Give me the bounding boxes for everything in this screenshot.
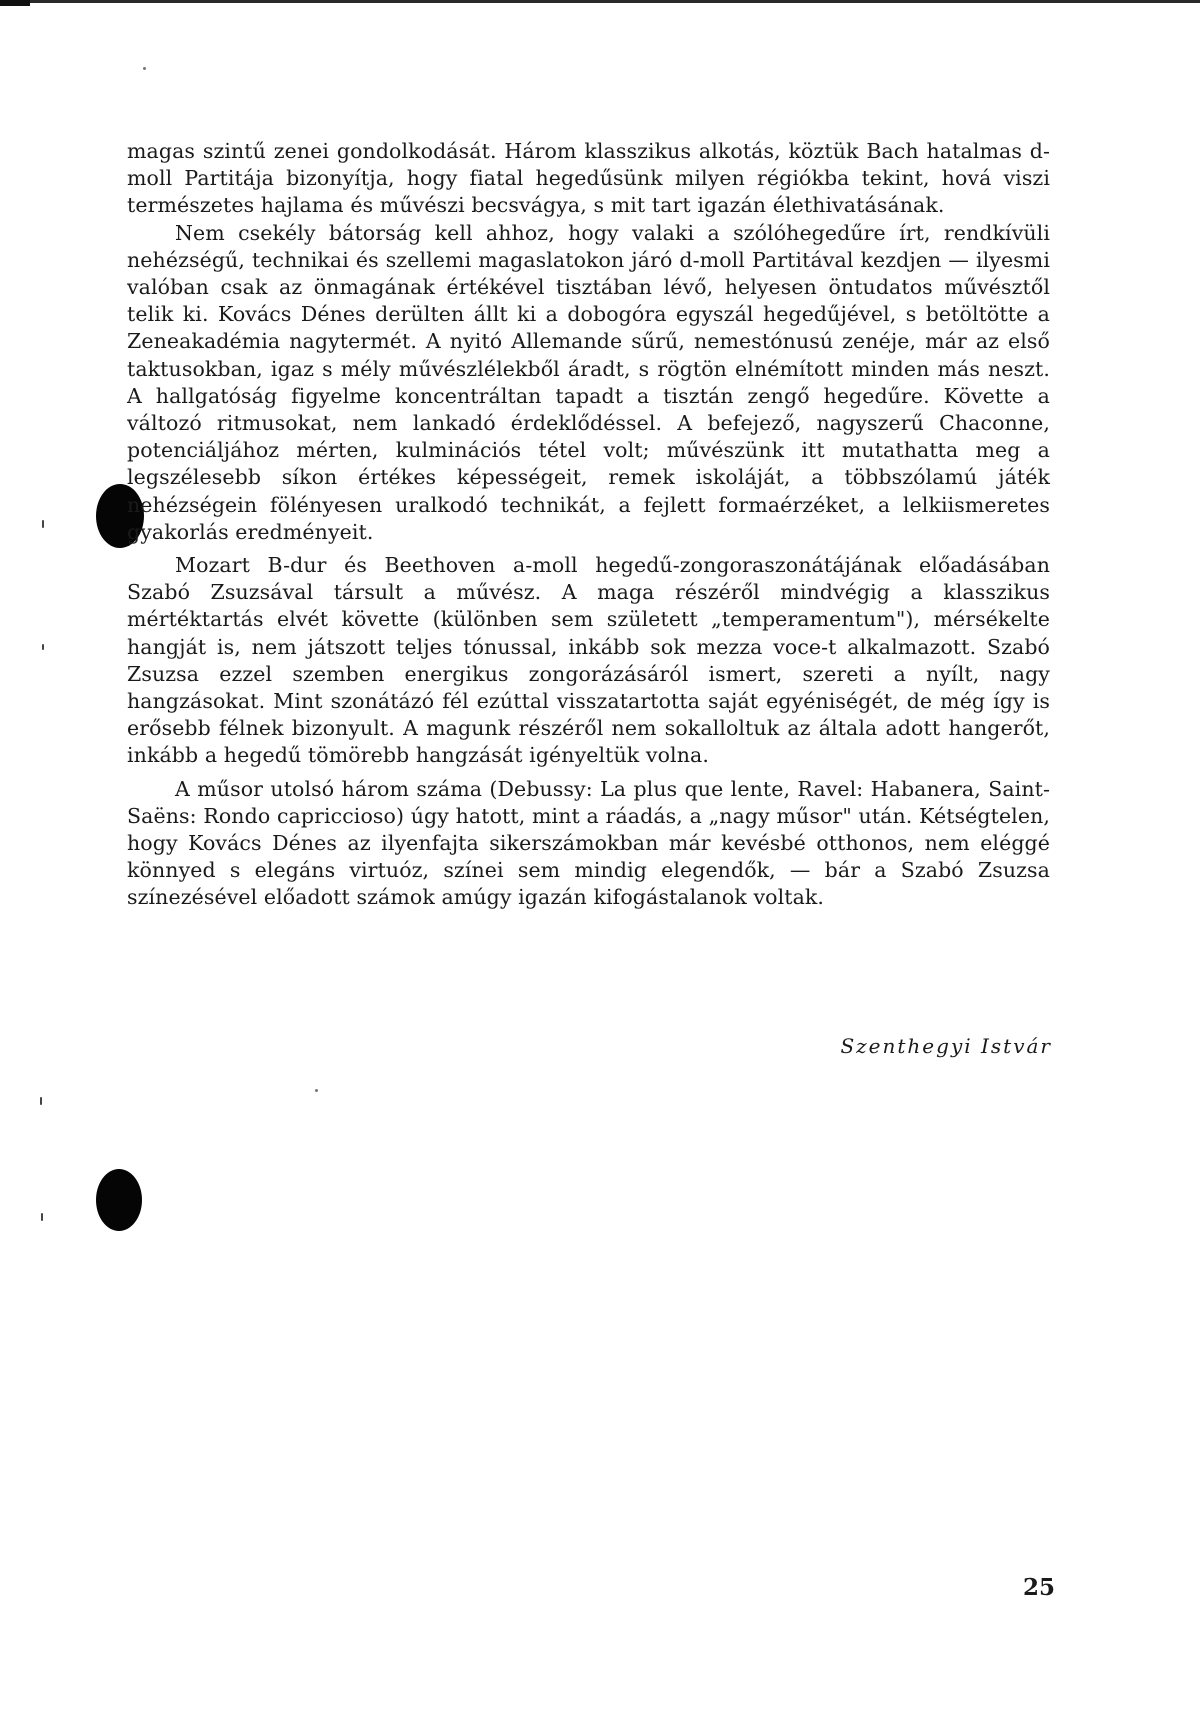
scan-speck: [143, 67, 146, 70]
top-corner-mark: [0, 0, 30, 6]
author-signature: Szenthegyi Istvár: [840, 1034, 1052, 1058]
scan-speck: [40, 1097, 42, 1105]
punch-hole: [96, 1169, 142, 1231]
scan-speck: [41, 1213, 43, 1221]
paragraph: Mozart B-dur és Beethoven a-moll hegedű-zongoraszonátájának előadásában Szabó Zsuzsával társult a művész. A maga részéről mindvégig a klasszikus mértéktartás elvét követte (különben sem született „temperamentum"), mérsékelte hangját is, nem játszott teljes tónussal, inkább sok mezza voce-t alkalmazott. Szabó Zsuzsa ezzel szemben energikus zongorázásáról ismert, szereti a nyílt, nagy hangzásokat. Mint szonátázó fél ezúttal visszatartotta saját egyéniségét, de még így is erősebb félnek bizonyult. A magunk részéről nem sokalloltuk az általa adott hangerőt, inkább a hegedű tömörebb hangzását igényeltük volna.: [127, 553, 1050, 768]
paragraph: A műsor utolsó három száma (Debussy: La plus que lente, Ravel: Habanera, Saint-Saëns: Rondo capriccioso) úgy hatott, mint a ráadás, a „nagy műsor" után. Kétségtelen, hogy Kovács Dénes az ilyenfajta sikerszámokban már kevésbé otthonos, nem eléggé könnyed s elegáns virtuóz, színei sem mindig elegendők, — bár a Szabó Zsuzsa színezésével előadott számok amúgy igazán kifogástalanok voltak.: [127, 776, 1050, 910]
scan-speck: [42, 520, 44, 528]
scan-speck: [315, 1089, 318, 1092]
paragraph: magas szintű zenei gondolkodását. Három klasszikus alkotás, köztük Bach hatalmas d-moll Partitája bizonyítja, hogy fiatal hegedűsünk milyen régiókba tekint, hová viszi természetes hajlama és művészi becsvágya, s mit tart igazán élethivatásának.: [127, 139, 1050, 218]
top-border-rule: [0, 0, 1200, 3]
scan-speck: [42, 644, 44, 650]
page-number: 25: [1022, 1574, 1055, 1601]
article-body: [127, 138, 1050, 912]
paragraph: Nem csekély bátorság kell ahhoz, hogy valaki a szólóhegedűre írt, rendkívüli nehézségű, technikai és szellemi magaslatokon járó d-moll Partitával kezdjen — ilyesmi valóban csak az önmagának értékével tisztában lévő, helyesen öntudatos művésztől telik ki. Kovács Dénes derülten állt ki a dobogóra egyszál hegedűjével, s betöltötte a Zeneakadémia nagytermét. A nyitó Allemande sűrű, nemestónusú zenéje, már az első taktusokban, igaz s mély művészlélekből áradt, s rögtön elnémított minden más neszt. A hallgatóság figyelme koncentráltan tapadt a tisztán zengő hegedűre. Követte a változó ritmusokat, nem lankadó érdeklődéssel. A befejező, nagyszerű Chaconne, potenciáljához mérten, kulminációs tétel volt; művészünk itt mutathatta meg a legszélesebb síkon értékes képességeit, remek iskoláját, a többszólamú játék nehézségein fölényesen uralkodó technikát, a fejlett formaérzéket, a lelkiismeretes gyakorlás eredményeit.: [127, 220, 1050, 544]
